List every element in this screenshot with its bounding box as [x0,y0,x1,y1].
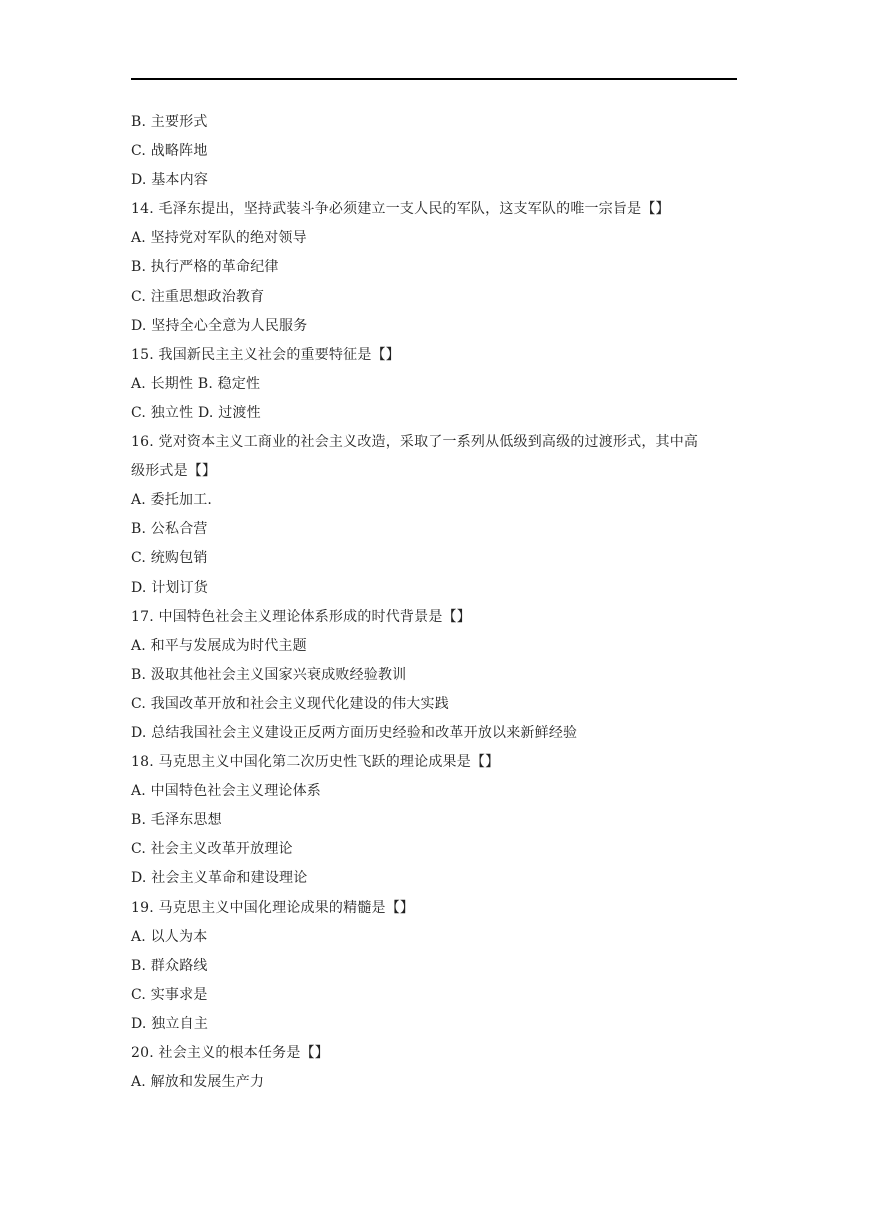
option-d-q17: D. 总结我国社会主义建设正反两方面历史经验和改革开放以来新鲜经验 [131,724,578,741]
question-17: 17. 中国特色社会主义理论体系形成的时代背景是【】 [131,608,471,625]
option-b-q16: B. 公私合营 [131,521,208,538]
option-c-q18: C. 社会主义改革开放理论 [131,841,293,858]
option-a-q14: A. 坚持党对军队的绝对领导 [131,230,307,247]
option-d-q13: D. 基本内容 [131,172,209,189]
option-c-q19: C. 实事求是 [131,986,208,1003]
option-a-q18: A. 中国特色社会主义理论体系 [131,783,322,800]
option-a-q16: A. 委托加工. [131,492,213,509]
option-b-q17: B. 汲取其他社会主义国家兴衰成败经验教训 [131,666,407,683]
question-18: 18. 马克思主义中国化第二次历史性飞跃的理论成果是【】 [131,754,500,771]
header-rule [131,78,737,80]
option-d-q16: D. 计划订货 [131,579,209,596]
options-ab-q15: A. 长期性 B. 稳定性 [131,375,261,392]
question-20: 20. 社会主义的根本任务是【】 [131,1045,329,1061]
option-a-q20: A. 解放和发展生产力 [131,1074,265,1091]
question-15: 15. 我国新民主主义社会的重要特征是【】 [131,346,400,363]
option-a-q19: A. 以人为本 [131,928,208,945]
option-d-q19: D. 独立自主 [131,1015,209,1032]
option-c-q13: C. 战略阵地 [131,143,208,160]
option-d-q18: D. 社会主义革命和建设理论 [131,870,308,887]
question-14: 14. 毛泽东提出，坚持武装斗争必须建立一支人民的军队，这支军队的唯一宗旨是【】 [131,201,670,218]
document-body [131,108,741,1097]
question-16-line-2: 级形式是【】 [131,463,217,480]
option-a-q17: A. 和平与发展成为时代主题 [131,637,307,654]
option-b-q13: B. 主要形式 [131,114,208,130]
option-c-q16: C. 统购包销 [131,550,208,567]
question-19: 19. 马克思主义中国化理论成果的精髓是【】 [131,899,415,916]
option-c-q14: C. 注重思想政治教育 [131,288,265,305]
question-16-line-1: 16. 党对资本主义工商业的社会主义改造，采取了一系列从低级到高级的过渡形式，其中高 [131,434,699,451]
option-b-q14: B. 执行严格的革命纪律 [131,259,279,276]
option-c-q17: C. 我国改革开放和社会主义现代化建设的伟大实践 [131,695,449,712]
option-b-q19: B. 群众路线 [131,957,208,974]
option-b-q18: B. 毛泽东思想 [131,812,222,829]
options-cd-q15: C. 独立性 D. 过渡性 [131,404,261,421]
option-d-q14: D. 坚持全心全意为人民服务 [131,317,308,334]
